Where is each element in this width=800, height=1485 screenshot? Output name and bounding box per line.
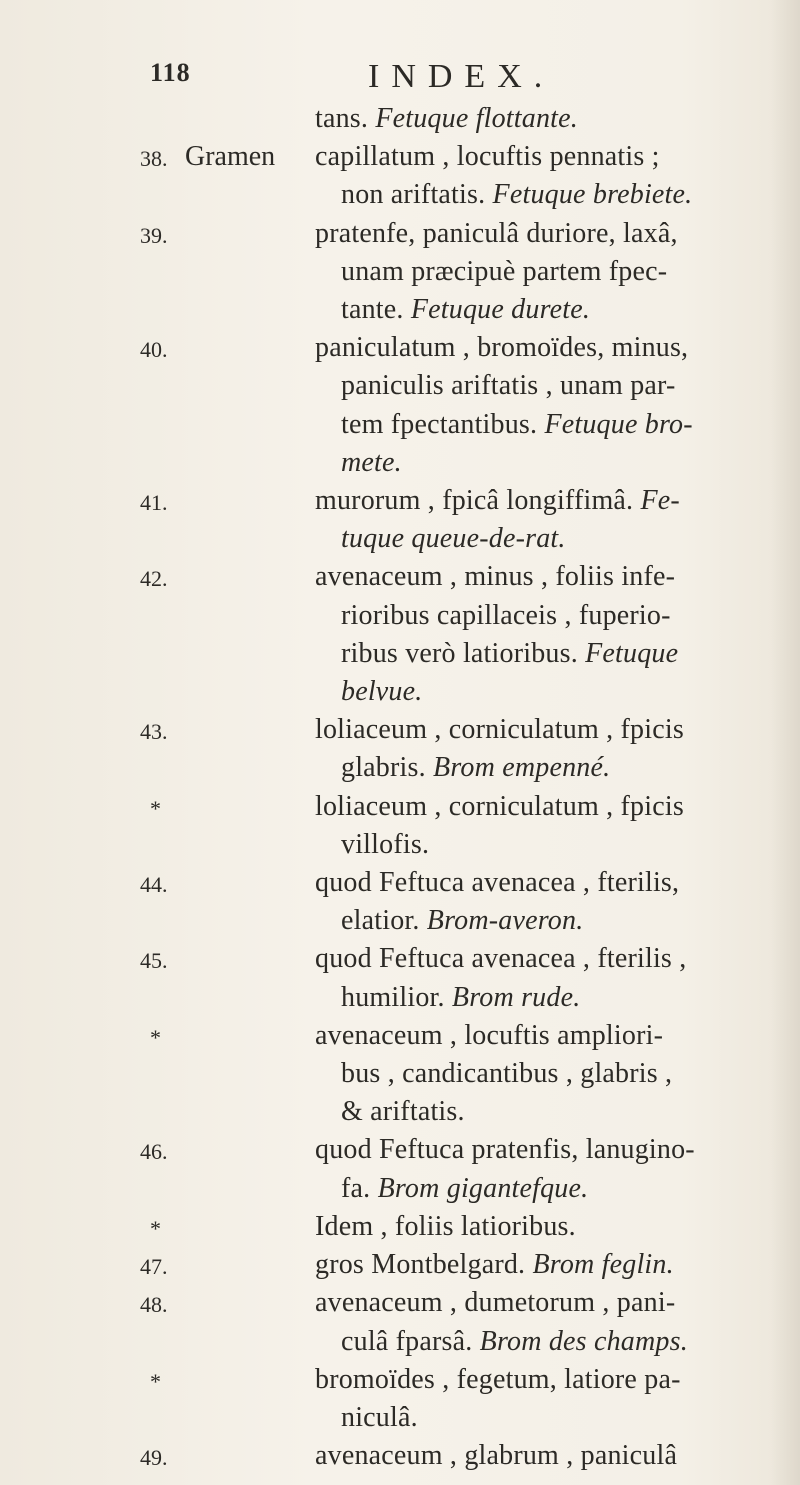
entry-line (315, 406, 800, 444)
entry-description (315, 1131, 800, 1207)
entry-description (315, 711, 800, 787)
running-head: INDEX. (368, 58, 555, 95)
french-name: Fetuque bro- (544, 408, 693, 440)
french-name: Fe- (640, 485, 680, 517)
entry-line (315, 1093, 800, 1131)
entry-line (315, 1284, 800, 1322)
index-entry (0, 138, 800, 214)
index-entry (0, 864, 800, 940)
latin-text: humilior. (341, 981, 452, 1013)
entry-description (315, 215, 800, 330)
french-name: Brom empenné. (433, 752, 611, 784)
index-entry (0, 1284, 800, 1360)
index-entry (0, 1131, 800, 1207)
entry-line (315, 1323, 800, 1361)
latin-text: quod Feftuca pratenfis, lanugino- (315, 1134, 695, 1166)
latin-text: unam præcipuè partem fpec- (341, 255, 668, 287)
latin-text: avenaceum , locuftis ampliori- (315, 1019, 664, 1051)
latin-text: paniculis ariftatis , unam par- (341, 370, 676, 402)
latin-text: loliaceum , corniculatum , fpicis (315, 790, 684, 822)
entry-line (315, 520, 800, 558)
entry-line (315, 749, 800, 787)
entry-line (315, 1170, 800, 1208)
index-entry (0, 788, 800, 864)
french-name: Brom gigantefque. (377, 1172, 589, 1204)
latin-text: fa. (341, 1172, 378, 1204)
latin-text: ribus verò latioribus. (341, 637, 586, 669)
entry-description (315, 1437, 800, 1475)
entry-number: 41. (140, 490, 168, 516)
entry-line (315, 138, 800, 176)
latin-text: & ariftatis. (341, 1096, 465, 1128)
index-entry (0, 1437, 800, 1475)
french-name: Fetuque (585, 637, 679, 669)
entry-line (315, 558, 800, 596)
latin-text: elatior. (341, 905, 427, 937)
index-entry (0, 1017, 800, 1132)
entry-line (315, 1131, 800, 1169)
entry-line (315, 788, 800, 826)
index-entries (0, 100, 800, 1475)
latin-text: tans. (315, 103, 376, 134)
latin-text: tante. (341, 294, 411, 326)
french-name: Brom feglin. (532, 1249, 674, 1281)
entry-number: 44. (140, 872, 168, 898)
entry-line (315, 482, 800, 520)
latin-text: culâ fparsâ. (341, 1325, 480, 1357)
entry-line (315, 1246, 800, 1284)
entry-number: 46. (140, 1139, 168, 1165)
entry-description (315, 100, 800, 138)
entry-line (315, 826, 800, 864)
latin-text: non ariftatis. (341, 179, 493, 211)
latin-text: capillatum , locuftis pennatis ; (315, 141, 660, 173)
entry-line (315, 1055, 800, 1093)
entry-genus: Gramen (185, 141, 276, 173)
entry-description (315, 1284, 800, 1360)
latin-text: avenaceum , dumetorum , pani- (315, 1287, 676, 1319)
latin-text: paniculatum , bromoïdes, minus, (315, 332, 689, 364)
index-entry (0, 1246, 800, 1284)
entry-description (315, 1246, 800, 1284)
entry-line (315, 864, 800, 902)
entry-line (315, 291, 800, 329)
index-entry (0, 1208, 800, 1246)
french-name: Brom rude. (451, 981, 581, 1013)
entry-line (315, 1399, 800, 1437)
entry-description (315, 940, 800, 1016)
french-name: Fetuque durete. (410, 294, 591, 326)
french-name: Fetuque flottante. (375, 103, 578, 134)
entry-line (315, 329, 800, 367)
entry-number: 38. (140, 146, 168, 172)
latin-text: avenaceum , glabrum , paniculâ (315, 1440, 678, 1472)
french-name: Brom des champs. (479, 1325, 688, 1357)
french-name: mete. (341, 446, 402, 478)
entry-line (315, 1017, 800, 1055)
index-entry (0, 711, 800, 787)
latin-text: gros Montbelgard. (315, 1249, 533, 1281)
entry-description (315, 864, 800, 940)
latin-text: quod Feftuca avenacea , fterilis , (315, 943, 687, 975)
entry-number: 43. (140, 719, 168, 745)
latin-text: loliaceum , corniculatum , fpicis (315, 714, 684, 746)
entry-description (315, 558, 800, 711)
index-entry (0, 558, 800, 711)
entry-line (315, 253, 800, 291)
entry-line (315, 1437, 800, 1475)
entry-line (315, 1361, 800, 1399)
latin-text: tem fpectantibus. (341, 408, 545, 440)
entry-description (315, 1017, 800, 1132)
entry-number: 47. (140, 1254, 168, 1280)
page-number: 118 (150, 58, 191, 87)
entry-line (315, 367, 800, 405)
latin-text: villofis. (341, 828, 430, 860)
french-name: Brom-averon. (426, 905, 584, 937)
entry-number: * (150, 1215, 161, 1241)
index-entry (0, 940, 800, 1016)
entry-line (315, 597, 800, 635)
latin-text: avenaceum , minus , foliis infe- (315, 561, 676, 593)
entry-line (315, 176, 800, 214)
entry-line (315, 979, 800, 1017)
latin-text: pratenfe, paniculâ duriore, laxâ, (315, 217, 678, 249)
entry-line (315, 635, 800, 673)
entry-line (315, 215, 800, 253)
entry-number: * (150, 1024, 161, 1050)
entry-description (315, 482, 800, 558)
entry-line (315, 100, 800, 138)
entry-description (315, 788, 800, 864)
page-header (0, 58, 800, 98)
index-entry (0, 482, 800, 558)
latin-text: Idem , foliis latioribus. (315, 1210, 576, 1242)
index-entry (0, 215, 800, 330)
latin-text: niculâ. (341, 1401, 418, 1433)
french-name: tuque queue-de-rat. (341, 523, 566, 555)
entry-number: 39. (140, 222, 168, 248)
entry-line (315, 1208, 800, 1246)
index-entry (0, 329, 800, 482)
entry-line (315, 940, 800, 978)
entry-description (315, 1361, 800, 1437)
latin-text: murorum , fpicâ longiffimâ. (315, 485, 641, 517)
french-name: Fetuque brebiete. (492, 179, 693, 211)
entry-description (315, 329, 800, 482)
entry-number: 42. (140, 566, 168, 592)
latin-text: bus , candicantibus , glabris , (341, 1058, 673, 1090)
latin-text: glabris. (341, 752, 434, 784)
entry-number: * (150, 795, 161, 821)
latin-text: quod Feftuca avenacea , fterilis, (315, 867, 680, 899)
entry-line (315, 444, 800, 482)
entry-number: 40. (140, 337, 168, 363)
index-entry (0, 1361, 800, 1437)
entry-description (315, 138, 800, 214)
entry-number: 48. (140, 1292, 168, 1318)
entry-number: 49. (140, 1445, 168, 1471)
latin-text: rioribus capillaceis , fuperio- (341, 599, 671, 631)
entry-line (315, 902, 800, 940)
index-entry (0, 100, 800, 138)
entry-number: * (150, 1368, 161, 1394)
entry-line (315, 711, 800, 749)
entry-description (315, 1208, 800, 1246)
entry-number: 45. (140, 948, 168, 974)
entry-line (315, 673, 800, 711)
latin-text: bromoïdes , fegetum, latiore pa- (315, 1363, 681, 1395)
french-name: belvue. (341, 676, 423, 708)
